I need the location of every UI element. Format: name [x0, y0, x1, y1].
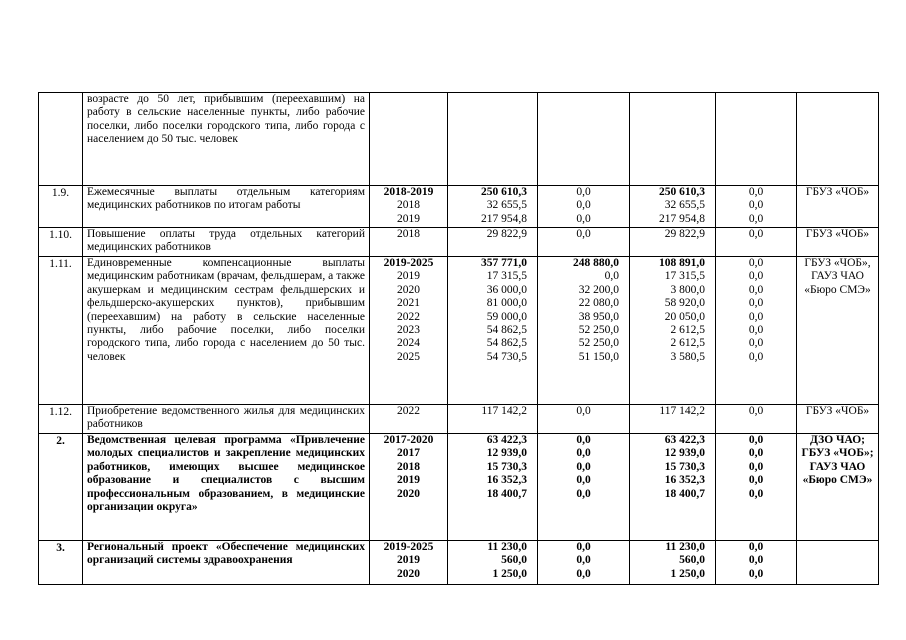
- cell-line: 0,0: [576, 212, 591, 225]
- cell-line: 0,0: [748, 474, 764, 487]
- row-description: Региональный проект «Обеспечение медицинских организаций системы здравоохранения: [83, 541, 370, 585]
- cell-line: 32 200,0: [578, 283, 619, 296]
- total-cell: [448, 405, 538, 434]
- table-row: [39, 257, 879, 405]
- cell-line: 58 920,0: [664, 297, 705, 310]
- total-cell: [448, 434, 538, 541]
- cell-line: 0,0: [748, 323, 764, 336]
- cell-line: 17 315,5: [664, 270, 705, 283]
- source-cell: [630, 93, 716, 186]
- cell-line: 0,0: [748, 541, 764, 553]
- cell-line: 1 250,0: [670, 567, 705, 580]
- source-cell: [716, 186, 797, 228]
- cell-line: 0,0: [748, 460, 764, 473]
- cell-line: 2 612,5: [670, 337, 705, 350]
- cell-line: 59 000,0: [486, 310, 527, 323]
- year-cell: [370, 228, 448, 257]
- cell-line: 54 862,5: [486, 323, 527, 336]
- cell-line: 3 580,5: [670, 350, 705, 363]
- cell-line: 0,0: [576, 228, 591, 240]
- source-cell: [716, 257, 797, 405]
- executor-cell: ГБУЗ «ЧОБ»: [797, 186, 879, 228]
- cell-line: 0,0: [748, 186, 764, 198]
- cell-line: 63 422,3: [664, 434, 705, 446]
- cell-line: 52 250,0: [578, 337, 619, 350]
- cell-line: 36 000,0: [486, 283, 527, 296]
- cell-line: 29 822,9: [486, 228, 527, 240]
- source-cell: [630, 541, 716, 585]
- cell-line: 2022: [397, 405, 420, 417]
- table-row: [39, 228, 879, 257]
- cell-line: 0,0: [748, 283, 764, 296]
- row-description: Повышение оплаты труда отдельных категорий медицинских работников: [83, 228, 370, 257]
- row-description: Ежемесячные выплаты отдельным категориям медицинских работников по итогам работы: [83, 186, 370, 228]
- cell-line: 2022: [397, 310, 420, 323]
- total-cell: [448, 186, 538, 228]
- cell-line: 54 730,5: [486, 350, 527, 363]
- cell-line: 0,0: [576, 186, 591, 198]
- cell-line: 20 050,0: [664, 310, 705, 323]
- cell-line: 0,0: [576, 447, 591, 460]
- cell-line: 250 610,3: [481, 186, 527, 198]
- year-cell: [370, 186, 448, 228]
- source-cell: [538, 434, 630, 541]
- cell-line: 2 612,5: [670, 323, 705, 336]
- cell-line: 0,0: [576, 541, 591, 553]
- cell-line: 2019-2025: [383, 257, 434, 269]
- cell-line: 0,0: [576, 405, 591, 417]
- executor-cell: ГБУЗ «ЧОБ», ГАУЗ ЧАО «Бюро СМЭ»: [797, 257, 879, 405]
- cell-line: 0,0: [748, 270, 764, 283]
- cell-line: 2018: [397, 199, 420, 212]
- cell-line: 2019: [397, 270, 420, 283]
- cell-line: 2017: [397, 447, 420, 460]
- row-description: возрасте до 50 лет, прибывшим (переехавшим) на работу в сельские населенные пункты, либо рабочие поселки, либо поселки городского типа, либо города с населением до 50 тыс. человек: [83, 93, 370, 186]
- funding-table: [38, 92, 879, 585]
- cell-line: 0,0: [748, 257, 764, 269]
- cell-line: 560,0: [679, 554, 705, 567]
- cell-line: 12 939,0: [486, 447, 527, 460]
- table-row: [39, 405, 879, 434]
- cell-line: 0,0: [748, 405, 764, 417]
- table-row: [39, 434, 879, 541]
- source-cell: [716, 228, 797, 257]
- cell-line: 2024: [397, 337, 420, 350]
- cell-line: 54 862,5: [486, 337, 527, 350]
- cell-line: 0,0: [748, 487, 764, 500]
- cell-line: 81 000,0: [486, 297, 527, 310]
- cell-line: 18 400,7: [486, 487, 527, 500]
- cell-line: 1 250,0: [492, 567, 527, 580]
- cell-line: 0,0: [748, 212, 764, 225]
- cell-line: 15 730,3: [664, 460, 705, 473]
- cell-line: 0,0: [576, 554, 591, 567]
- cell-line: 0,0: [576, 434, 591, 446]
- cell-line: 250 610,3: [659, 186, 705, 198]
- cell-line: 117 142,2: [659, 405, 705, 417]
- cell-line: 2019: [397, 474, 420, 487]
- source-cell: [716, 541, 797, 585]
- cell-line: 16 352,3: [486, 474, 527, 487]
- cell-line: 17 315,5: [486, 270, 527, 283]
- cell-line: 32 655,5: [486, 199, 527, 212]
- source-cell: [630, 228, 716, 257]
- cell-line: 2020: [397, 487, 420, 500]
- cell-line: 2018: [397, 228, 420, 240]
- source-cell: [538, 257, 630, 405]
- cell-line: 357 771,0: [481, 257, 527, 269]
- cell-line: 0,0: [748, 434, 764, 446]
- row-number: 1.9.: [39, 186, 83, 228]
- executor-cell: ГБУЗ «ЧОБ»: [797, 405, 879, 434]
- cell-line: 38 950,0: [578, 310, 619, 323]
- cell-line: 52 250,0: [578, 323, 619, 336]
- cell-line: 248 880,0: [573, 257, 619, 269]
- row-number: 1.12.: [39, 405, 83, 434]
- cell-line: 29 822,9: [664, 228, 705, 240]
- cell-line: 2019: [397, 554, 420, 567]
- cell-line: 51 150,0: [578, 350, 619, 363]
- cell-line: 2020: [397, 567, 420, 580]
- row-number: 1.11.: [39, 257, 83, 405]
- source-cell: [538, 228, 630, 257]
- cell-line: 0,0: [576, 460, 591, 473]
- cell-line: 0,0: [748, 567, 764, 580]
- executor-cell: ДЗО ЧАО; ГБУЗ «ЧОБ»; ГАУЗ ЧАО «Бюро СМЭ»: [797, 434, 879, 541]
- row-number: 3.: [39, 541, 83, 585]
- source-cell: [716, 434, 797, 541]
- source-cell: [630, 405, 716, 434]
- source-cell: [630, 257, 716, 405]
- cell-line: 32 655,5: [664, 199, 705, 212]
- cell-line: 2018: [397, 460, 420, 473]
- source-cell: [630, 186, 716, 228]
- cell-line: 2018-2019: [383, 186, 434, 198]
- cell-line: 0,0: [576, 487, 591, 500]
- cell-line: 2023: [397, 323, 420, 336]
- cell-line: 2025: [397, 350, 420, 363]
- source-cell: [630, 434, 716, 541]
- year-cell: [370, 405, 448, 434]
- cell-line: 217 954,8: [659, 212, 705, 225]
- total-cell: [448, 257, 538, 405]
- year-cell: [370, 257, 448, 405]
- cell-line: 117 142,2: [481, 405, 527, 417]
- total-cell: [448, 228, 538, 257]
- source-cell: [538, 186, 630, 228]
- row-number: 2.: [39, 434, 83, 541]
- cell-line: 2021: [397, 297, 420, 310]
- table-row: [39, 541, 879, 585]
- source-cell: [716, 405, 797, 434]
- cell-line: 12 939,0: [664, 447, 705, 460]
- executor-cell: [797, 541, 879, 585]
- cell-line: 560,0: [501, 554, 527, 567]
- table-row: [39, 93, 879, 186]
- cell-line: 11 230,0: [665, 541, 705, 553]
- row-number: [39, 93, 83, 186]
- cell-line: 2017-2020: [383, 434, 434, 446]
- cell-line: 0,0: [748, 447, 764, 460]
- cell-line: 0,0: [748, 310, 764, 323]
- cell-line: 2019-2025: [383, 541, 434, 553]
- row-number: 1.10.: [39, 228, 83, 257]
- cell-line: 3 800,0: [670, 283, 705, 296]
- total-cell: [448, 541, 538, 585]
- cell-line: 11 230,0: [487, 541, 527, 553]
- cell-line: 0,0: [576, 199, 591, 212]
- year-cell: [370, 434, 448, 541]
- total-cell: [448, 93, 538, 186]
- cell-line: 0,0: [576, 474, 591, 487]
- year-cell: [370, 541, 448, 585]
- cell-line: 22 080,0: [578, 297, 619, 310]
- source-cell: [538, 93, 630, 186]
- cell-line: 0,0: [604, 270, 619, 283]
- cell-line: 0,0: [576, 567, 591, 580]
- cell-line: 108 891,0: [659, 257, 705, 269]
- row-description: Единовременные компенсационные выплаты медицинским работникам (врачам, фельдшерам, а также акушеркам и медицинским сестрам фельдшерских и фельдшерско-акушерских пунктов), прибывшим (переехавшим) на работу в сельские населенные пункты, либо рабочие поселки, либо поселки городского типа, либо города с населением до 50 тыс. человек: [83, 257, 370, 405]
- row-description: Приобретение ведомственного жилья для медицинских работников: [83, 405, 370, 434]
- row-description: Ведомственная целевая программа «Привлечение молодых специалистов и закрепление медицинских работников, имеющих высшее медицинское образование и специалистов с высшим профессиональным образованием, в медицинские организации округа»: [83, 434, 370, 541]
- cell-line: 0,0: [748, 554, 764, 567]
- cell-line: 0,0: [748, 297, 764, 310]
- cell-line: 0,0: [748, 350, 764, 363]
- cell-line: 2019: [397, 212, 420, 225]
- table-row: [39, 186, 879, 228]
- cell-line: 15 730,3: [486, 460, 527, 473]
- cell-line: 0,0: [748, 228, 764, 240]
- cell-line: 0,0: [748, 199, 764, 212]
- year-cell: [370, 93, 448, 186]
- source-cell: [716, 93, 797, 186]
- cell-line: 217 954,8: [481, 212, 527, 225]
- executor-cell: ГБУЗ «ЧОБ»: [797, 228, 879, 257]
- source-cell: [538, 541, 630, 585]
- cell-line: 16 352,3: [664, 474, 705, 487]
- cell-line: 63 422,3: [486, 434, 527, 446]
- cell-line: 0,0: [748, 337, 764, 350]
- executor-cell: [797, 93, 879, 186]
- cell-line: 18 400,7: [664, 487, 705, 500]
- source-cell: [538, 405, 630, 434]
- cell-line: 2020: [397, 283, 420, 296]
